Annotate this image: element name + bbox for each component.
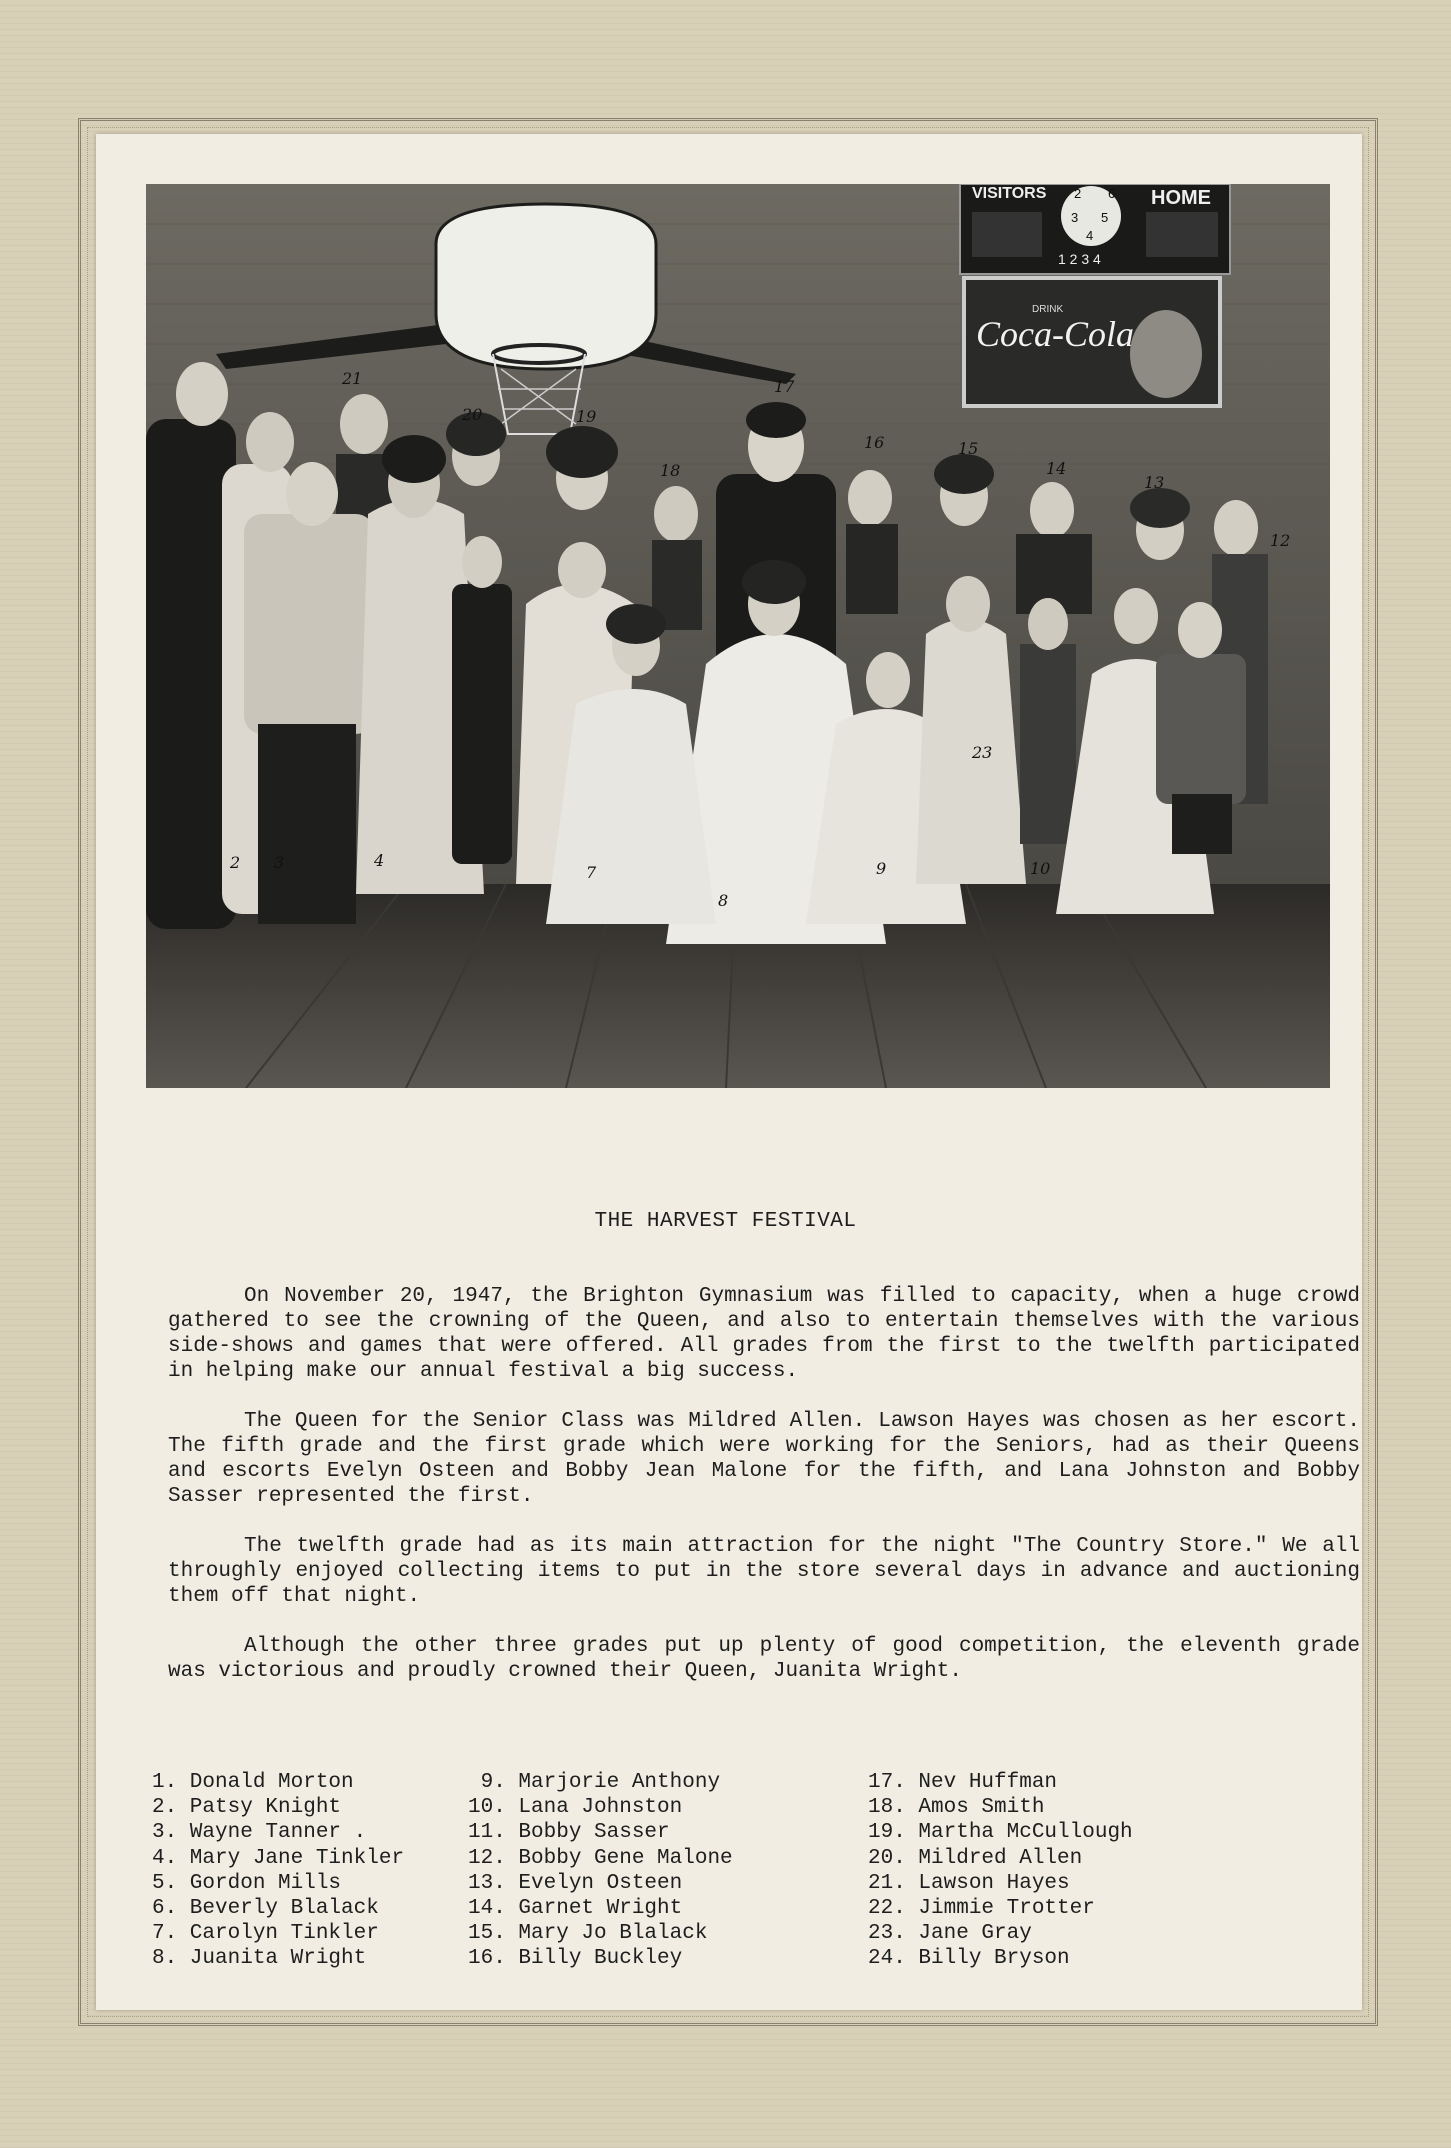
name-entry: 22. Jimmie Trotter — [868, 1897, 1095, 1921]
name-entry: 9. Marjorie Anthony — [468, 1771, 721, 1794]
figure-number-14: 14 — [1046, 459, 1067, 478]
scoreboard-home-label: HOME — [1151, 187, 1211, 209]
name-entry: 13. Evelyn Osteen — [468, 1871, 683, 1895]
article-body — [168, 1284, 1360, 1709]
figure-number-15: 15 — [958, 439, 979, 458]
scoreboard-clock-5: 5 — [1101, 210, 1109, 225]
sign-brand: Coca-Cola — [976, 314, 1134, 354]
figure-number-16: 16 — [864, 433, 885, 452]
group-photo-illustration — [146, 184, 1330, 1088]
name-entry: 21. Lawson Hayes — [868, 1871, 1070, 1895]
name-entry: 2. Patsy Knight — [152, 1796, 342, 1820]
figure-number-13: 13 — [1144, 473, 1165, 492]
name-entry: 19. Martha McCullough — [868, 1821, 1133, 1845]
figure-number-4: 4 — [374, 851, 385, 870]
scoreboard-clock-6: 6 — [1108, 186, 1116, 201]
group-photo — [146, 184, 1330, 1088]
scoreboard — [960, 184, 1230, 274]
figure-number-20: 20 — [462, 405, 483, 424]
figure-number-23: 23 — [972, 743, 993, 762]
name-entry: 12. Bobby Gene Malone — [468, 1846, 733, 1870]
paragraph-1: On November 20, 1947, the Brighton Gymnasium was filled to capacity, when a huge crowd gathered to see the crowning of the Queen, and also to entertain themselves with the various side-shows and games that were offered. All grades from the first to the twelfth participated in helping make our annual festival a big success. — [168, 1285, 1360, 1383]
sign-drink-label: DRINK — [1032, 304, 1064, 315]
name-entry: 3. Wayne Tanner . — [152, 1821, 367, 1845]
name-entry: 18. Amos Smith — [868, 1796, 1045, 1820]
name-entry: 15. Mary Jo Blalack — [468, 1922, 708, 1946]
figure-number-9: 9 — [876, 859, 887, 878]
name-entry: 20. Mildred Allen — [868, 1846, 1083, 1870]
scoreboard-clock-4: 4 — [1086, 228, 1094, 243]
name-entry: 5. Gordon Mills — [152, 1871, 342, 1895]
scoreboard-clock-3: 3 — [1071, 210, 1079, 225]
name-entry: 7. Carolyn Tinkler — [152, 1922, 379, 1946]
name-entry: 24. Billy Bryson — [868, 1947, 1070, 1971]
figure-number-2: 2 — [230, 853, 241, 872]
figure-number-21: 21 — [342, 369, 363, 388]
name-entry: 23. Jane Gray — [868, 1922, 1032, 1946]
figure-number-17: 17 — [774, 377, 795, 396]
figure-number-8: 8 — [718, 891, 729, 910]
figure-number-18: 18 — [660, 461, 681, 480]
scoreboard-visitors-label: VISITORS — [972, 185, 1047, 202]
name-entry: 11. Bobby Sasser — [468, 1821, 670, 1845]
name-entry: 1. Donald Morton — [152, 1771, 354, 1794]
figure-number-19: 19 — [576, 407, 597, 426]
names-column-2 — [468, 1770, 733, 1972]
name-entry: 6. Beverly Blalack — [152, 1897, 379, 1921]
figure-number-12: 12 — [1270, 531, 1291, 550]
name-entry: 4. Mary Jane Tinkler — [152, 1846, 405, 1870]
coca-cola-sign — [964, 278, 1220, 406]
name-entry: 10. Lana Johnston — [468, 1796, 683, 1820]
names-column-1 — [152, 1770, 404, 1972]
name-entry: 14. Garnet Wright — [468, 1897, 683, 1921]
names-column-3 — [868, 1770, 1133, 1972]
figure-number-10: 10 — [1030, 859, 1051, 878]
scoreboard-clock-2: 2 — [1074, 186, 1082, 201]
paragraph-4: Although the other three grades put up plenty of good competition, the eleventh grade was victorious and proudly crowned their Queen, Juanita Wright. — [168, 1635, 1360, 1683]
figure-number-7: 7 — [586, 863, 597, 882]
name-entry: 16. Billy Buckley — [468, 1947, 683, 1971]
page-title: THE HARVEST FESTIVAL — [594, 1210, 857, 1233]
paragraph-3: The twelfth grade had as its main attraction for the night "The Country Store." We all throughly enjoyed collecting items to put in the store several days in advance and auctioning them off that night. — [168, 1535, 1360, 1608]
scoreboard-quarters: 1 2 3 4 — [1058, 251, 1101, 267]
figure-number-3: 3 — [274, 853, 285, 872]
name-entry: 8. Juanita Wright — [152, 1947, 367, 1971]
name-entry: 17. Nev Huffman — [868, 1771, 1058, 1794]
paragraph-2: The Queen for the Senior Class was Mildred Allen. Lawson Hayes was chosen as her escort. The fifth grade and the first grade which were working for the Seniors, had as their Queens and escorts Evelyn Osteen and Bobby Jean Malone for the fifth, and Lana Johnston and Bobby Sasser represented the first. — [168, 1410, 1360, 1508]
